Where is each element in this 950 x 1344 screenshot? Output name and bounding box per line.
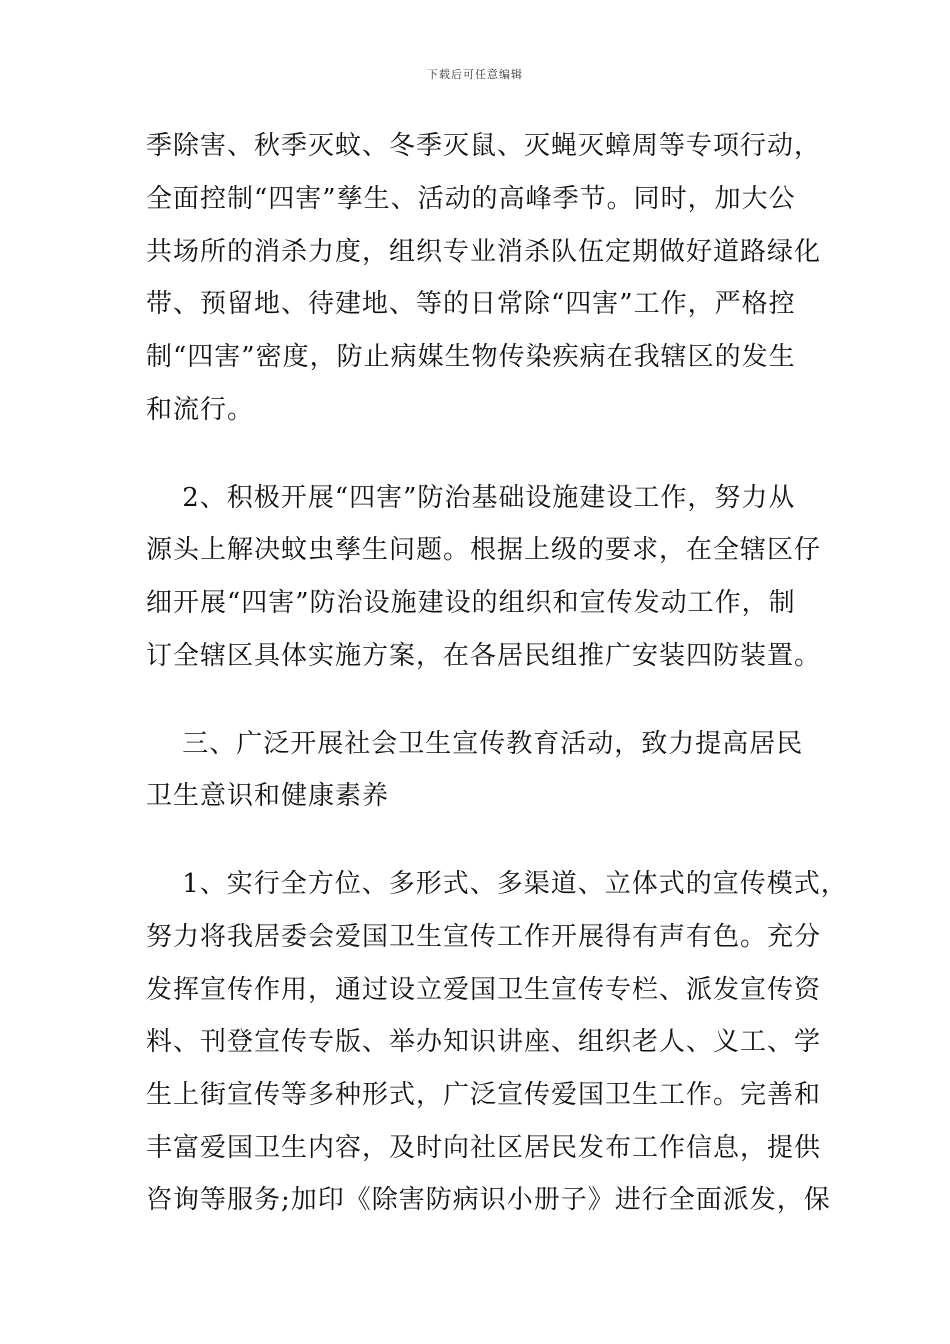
text-line: 2、积极开展“四害”防治基础设施建设工作，努力从: [146, 483, 796, 513]
text-line: 发挥宣传作用，通过设立爱国卫生宣传专栏、派发宣传资: [146, 975, 822, 1005]
text-line: 共场所的消杀力度，组织专业消杀队伍定期做好道路绿化: [146, 237, 822, 267]
text-line: 咨询等服务;加印《除害防病识小册子》进行全面派发，保: [146, 1185, 831, 1215]
text-line: 料、刊登宣传专版、举办知识讲座、组织老人、义工、学: [146, 1027, 822, 1057]
text-line: 季除害、秋季灭蚊、冬季灭鼠、灭蝇灭蟑周等专项行动，: [146, 131, 822, 161]
text-line: 带、预留地、待建地、等的日常除“四害”工作，严格控: [146, 289, 796, 319]
text-line: 制“四害”密度，防止病媒生物传染疾病在我辖区的发生: [146, 342, 796, 372]
section-heading: 三、广泛开展社会卫生宣传教育活动，致力提高居民: [146, 729, 804, 759]
text-line: 订全辖区具体实施方案，在各居民组推广安装四防装置。: [146, 641, 822, 671]
text-line: 生上街宣传等多种形式，广泛宣传爱国卫生工作。完善和: [146, 1080, 822, 1110]
section-heading: 卫生意识和健康素养: [146, 781, 390, 811]
text-line: 源头上解决蚊虫孳生问题。根据上级的要求，在全辖区仔: [146, 535, 822, 565]
text-line: 全面控制“四害”孳生、活动的高峰季节。同时，加大公: [146, 184, 796, 214]
text-line: 1、实行全方位、多形式、多渠道、立体式的宣传模式，: [146, 869, 848, 899]
text-line: 和流行。: [146, 395, 255, 425]
header-note: 下载后可任意编辑: [427, 68, 523, 81]
text-line: 努力将我居委会爱国卫生宣传工作开展得有声有色。充分: [146, 922, 822, 952]
text-line: 细开展“四害”防治设施建设的组织和宣传发动工作，制: [146, 588, 796, 618]
text-line: 丰富爱国卫生内容，及时向社区居民发布工作信息，提供: [146, 1133, 822, 1163]
